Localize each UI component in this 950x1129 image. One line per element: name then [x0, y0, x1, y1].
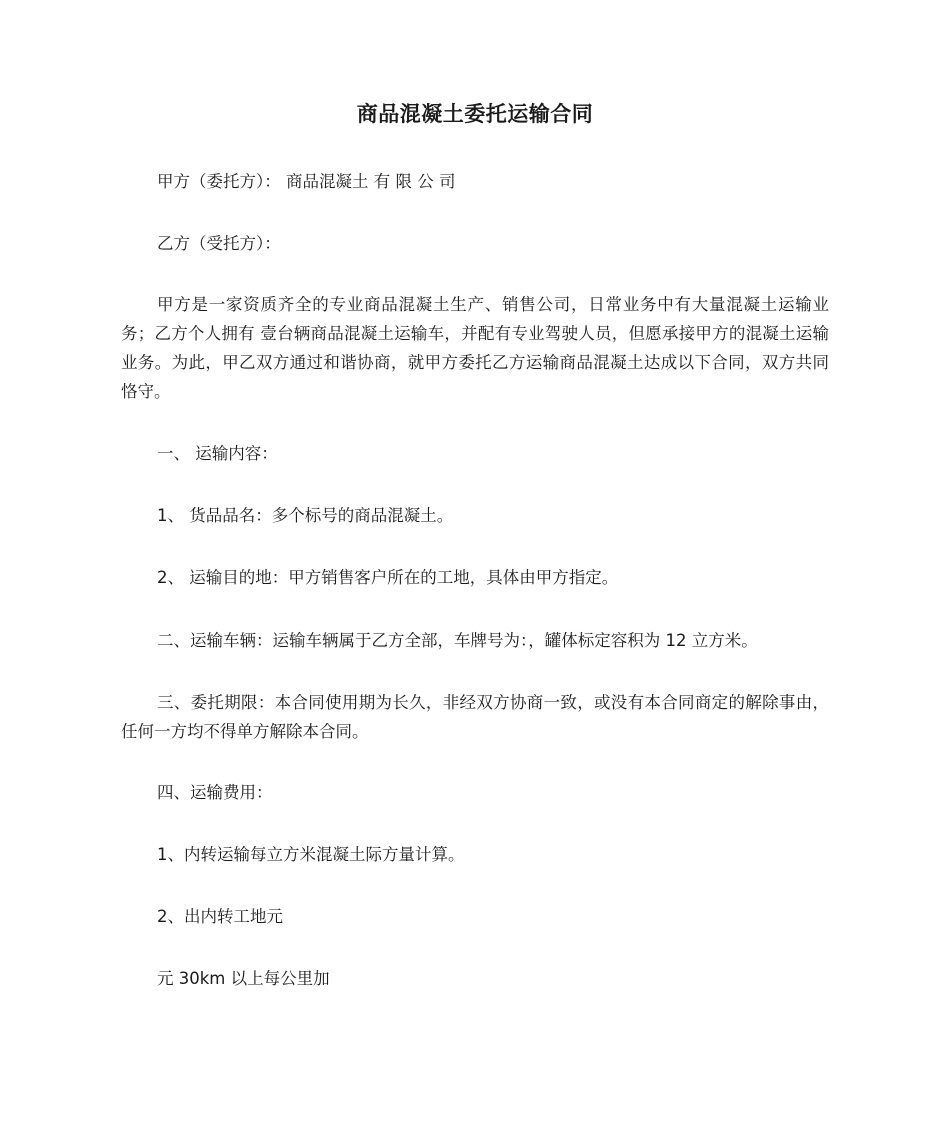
section-1-item-2: 2、 运输目的地：甲方销售客户所在的工地，具体由甲方指定。 [157, 568, 619, 587]
party-b-line: 乙方（受托方）： [157, 234, 281, 253]
section-4-heading: 四、运输费用： [157, 783, 273, 802]
section-2-paragraph: 二、运输车辆：运输车辆属于乙方全部，车牌号为：，罐体标定容积为 12 立方米。 [157, 631, 758, 650]
preamble-paragraph: 甲方是一家资质齐全的专业商品混凝土生产、销售公司，日常业务中有大量混凝土运输业务；乙方个人拥有 壹台辆商品混凝土运输车，并配有专业驾驶人员，但愿承接甲方的混凝土运输业务。为此，甲乙双方通过和谐协商，就甲方委托乙方运输商品混凝土达成以下合同，双方共同恪守。 [121, 295, 829, 401]
section-4-item-1: 1、内转运输每立方米混凝土际方量计算。 [157, 845, 465, 864]
section-3-paragraph: 三、委托期限：本合同使用期为长久，非经双方协商一致，或没有本合同商定的解除事由，任何一方均不得单方解除本合同。 [121, 693, 829, 741]
document-title: 商品混凝土委托运输合同 [356, 102, 594, 126]
section-4-item-2: 2、出内转工地元 [157, 907, 283, 926]
section-1-heading: 一、 运输内容： [157, 444, 278, 463]
section-4-item-3: 元 30km 以上每公里加 [157, 969, 330, 988]
party-a-line: 甲方（委托方）： 商品混凝土 有 限 公 司 [157, 172, 456, 191]
section-1-item-1: 1、 货品品名：多个标号的商品混凝土。 [157, 506, 454, 525]
